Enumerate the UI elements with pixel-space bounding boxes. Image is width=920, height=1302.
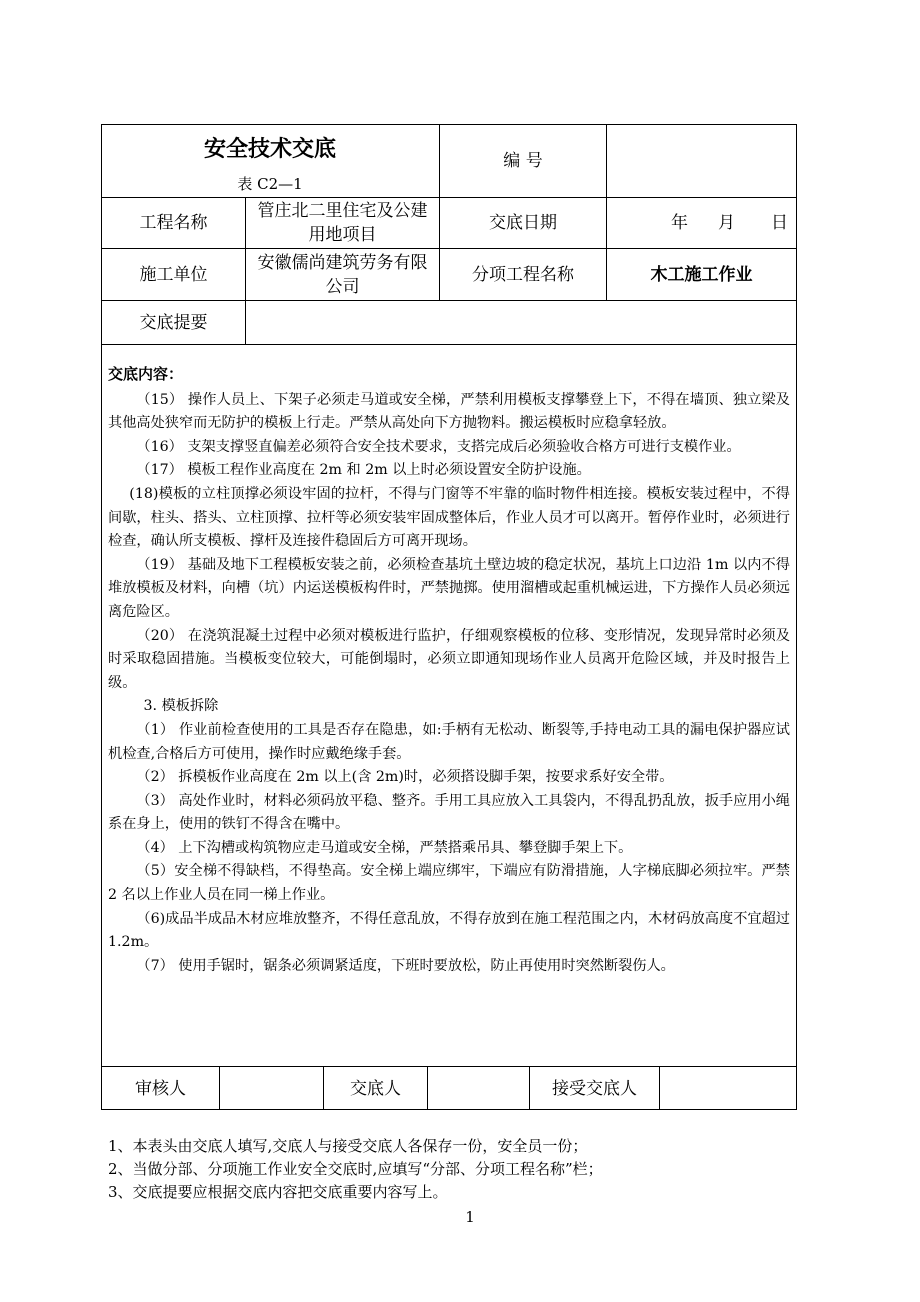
project-name-label: 工程名称 [139, 213, 208, 233]
date-month: 月 [718, 213, 735, 233]
content-paragraph: （17） 模板工程作业高度在 2m 和 2m 以上时必须设置安全防护设施。 [136, 462, 591, 479]
unit-label: 施工单位 [139, 264, 208, 285]
content-paragraph: （2） 拆模板作业高度在 2m 以上(含 2m)时，必须搭设脚手架，按要求系好安全带。 [136, 769, 674, 786]
content-paragraph: （4） 上下沟槽或构筑物应走马道或安全梯，严禁搭乘吊具、攀登脚手架上下。 [136, 839, 633, 856]
footnote: 3、交底提要应根据交底内容把交底重要内容写上。 [108, 1183, 448, 1201]
content-paragraph: （5）安全梯不得缺档，不得垫高。安全梯上端应绑牢，下端应有防滑措施，人字梯底脚必须拉牢。严禁 2 名以上作业人员在同一梯上作业。 [108, 863, 790, 904]
footnotes [108, 1135, 808, 1204]
content-paragraph: （19） 基础及地下工程模板安装之前，必须检查基坑土壁边坡的稳定状况，基坑上口边沿 1m 以内不得堆放模板及材料，向槽（坑）内运送模板构件时，严禁抛掷。使用溜槽或起重机械运进，下方操作人员必须远离危险区。 [108, 556, 790, 620]
discloser-label: 交底人 [350, 1078, 401, 1099]
form-code: 表 C2—1 [237, 175, 303, 193]
content-paragraph: （1） 作业前检查使用的工具是否存在隐患，如:手柄有无松动、断裂等,手持电动工具的漏电保护器应试机检查,合格后方可使用，操作时应戴绝缘手套。 [108, 721, 790, 762]
content-paragraph: （7） 使用手锯时，锯条必须调紧适度，下班时要放松，防止再使用时突然断裂伤人。 [136, 957, 675, 974]
number-value[interactable] [607, 125, 796, 197]
reviewer-value[interactable] [220, 1067, 323, 1110]
unit-value: 安徽儒尚建筑劳务有限公司 [257, 252, 428, 297]
date-year: 年 [671, 213, 688, 233]
date-day: 日 [771, 213, 788, 233]
form-title: 安全技术交底 [203, 137, 336, 162]
section-heading: 3. 模板拆除 [143, 698, 219, 715]
date-value[interactable] [607, 198, 796, 248]
disclosure-content [108, 363, 790, 978]
receiver-value[interactable] [660, 1067, 796, 1110]
date-label: 交底日期 [489, 213, 557, 233]
footnote: 2、当做分部、分项施工作业安全交底时,应填写“分部、分项工程名称”栏； [108, 1160, 603, 1178]
content-paragraph: （15） 操作人员上、下架子必须走马道或安全梯，严禁利用模板支撑攀登上下，不得在墙顶、独立梁及其他高处狭窄而无防护的模板上行走。严禁从高处向下方抛物料。搬运模板时应稳拿轻放。 [108, 391, 790, 432]
page-number: 1 [465, 1208, 475, 1226]
subproject-label: 分项工程名称 [472, 264, 574, 285]
row-divider [101, 344, 797, 345]
content-heading: 交底内容： [108, 365, 184, 383]
project-name-value: 管庄北二里住宅及公建用地项目 [257, 201, 428, 245]
subproject-value: 木工施工作业 [650, 264, 753, 285]
content-paragraph: （3） 高处作业时，材料必须码放平稳、整齐。手用工具应放入工具袋内，不得乱扔乱放，扳手应用小绳系在身上，使用的铁钉不得含在嘴中。 [108, 792, 790, 833]
discloser-value[interactable] [428, 1067, 529, 1110]
summary-label: 交底提要 [139, 312, 208, 333]
reviewer-label: 审核人 [135, 1078, 186, 1099]
content-paragraph: (18)模板的立柱顶撑必须设牢固的拉杆，不得与门窗等不牢靠的临时物件相连接。模板安装过程中，不得间歇，柱头、搭头、立柱顶撑、拉杆等必须安装牢固成整体后，作业人员才可以离开。暂停作业时，必须进行检查，确认所支模板、撑杆及连接件稳固后方可离开现场。 [108, 485, 790, 550]
content-paragraph: （20） 在浇筑混凝土过程中必须对模板进行监护，仔细观察模板的位移、变形情况，发现异常时必须及时采取稳固措施。当模板变位较大，可能倒塌时，必须立即通知现场作业人员离开危险区域，并及时报告上级。 [108, 627, 790, 691]
number-label: 编 号 [503, 151, 543, 171]
content-paragraph: （16） 支架支撑竖直偏差必须符合安全技术要求，支搭完成后必须验收合格方可进行支模作业。 [136, 438, 741, 455]
summary-value[interactable] [246, 301, 796, 344]
receiver-label: 接受交底人 [552, 1078, 637, 1099]
footnote: 1、本表头由交底人填写,交底人与接受交底人各保存一份，安全员一份； [108, 1137, 588, 1155]
content-paragraph: （6)成品半成品木材应堆放整齐，不得任意乱放，不得存放到在施工程范围之内，木材码放高度不宜超过 1.2m。 [108, 910, 790, 951]
